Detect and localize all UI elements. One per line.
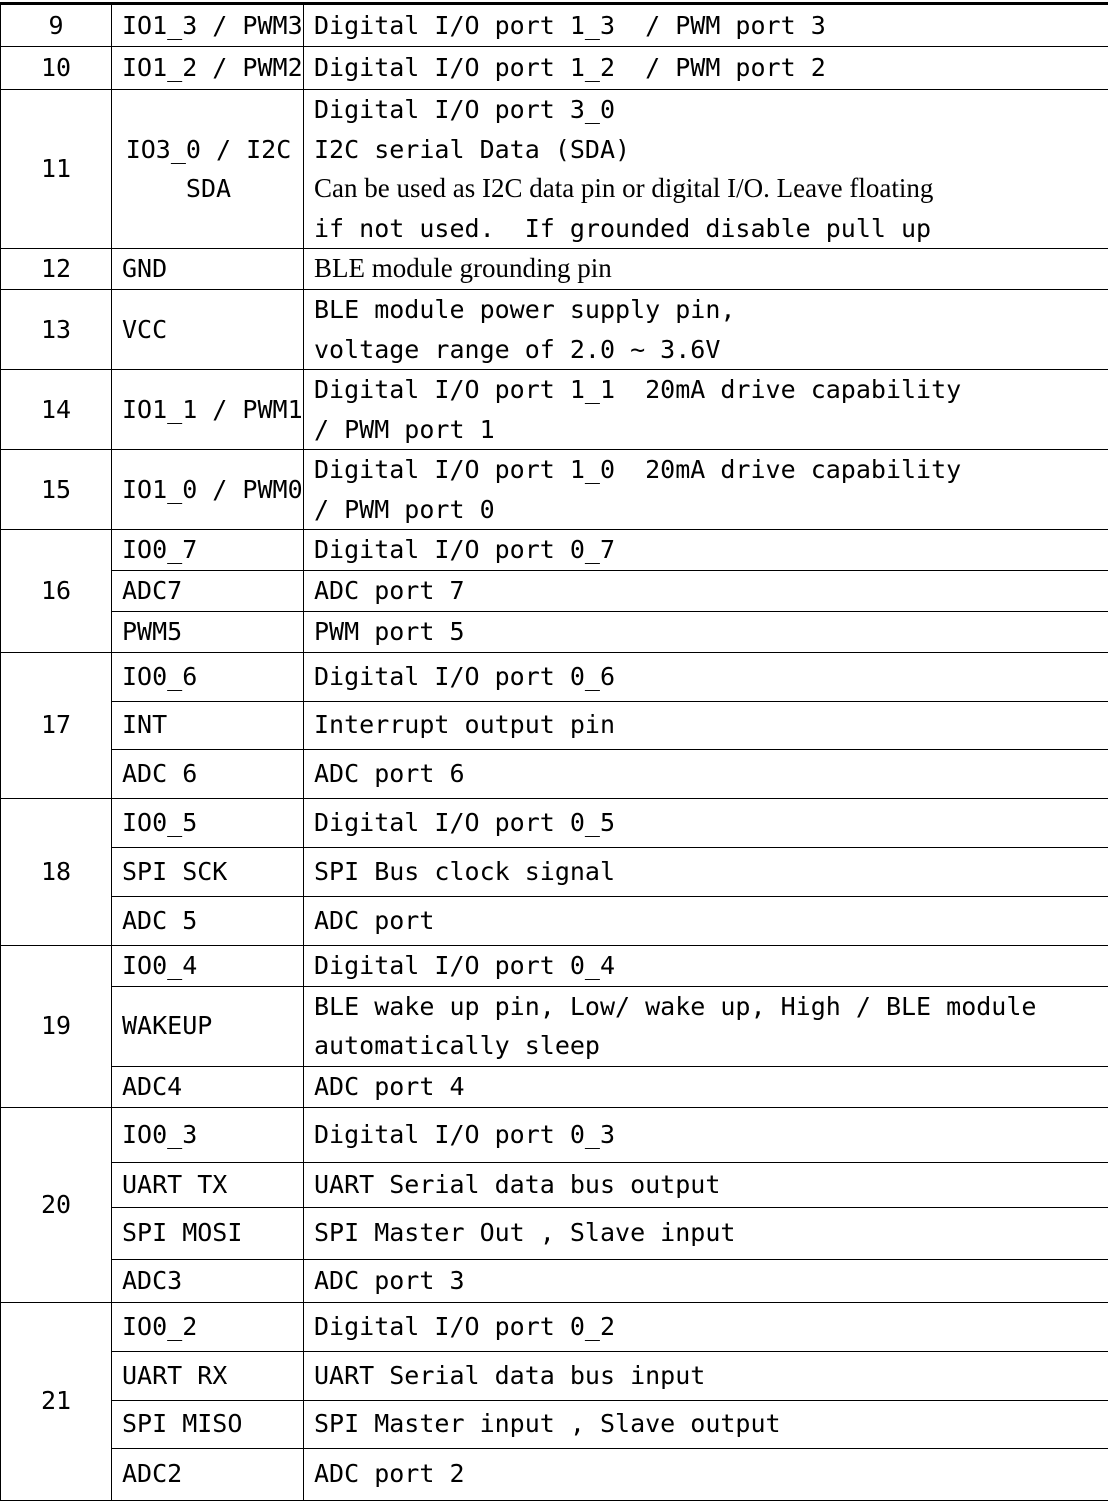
- description-line: PWM port 5: [314, 612, 1100, 652]
- pin-number-cell: 19: [1, 945, 112, 1107]
- pin-name-cell: SPI SCK: [112, 847, 304, 896]
- pin-number-cell: 18: [1, 798, 112, 945]
- pin-name-cell: IO0_4: [112, 945, 304, 986]
- description-line: BLE wake up pin, Low/ wake up, High / BLE module: [314, 987, 1100, 1027]
- pin-name-cell: ADC7: [112, 571, 304, 612]
- pin-number-cell: 16: [1, 530, 112, 653]
- pin-number-cell: 17: [1, 652, 112, 798]
- pin-description-cell: [304, 1107, 1108, 1162]
- pin-name-cell: IO0_5: [112, 798, 304, 847]
- pin-name-cell: ADC4: [112, 1066, 304, 1107]
- description-line: Digital I/O port 3_0: [314, 90, 1100, 130]
- description-line: Digital I/O port 1_0 20mA drive capability: [314, 450, 1100, 490]
- pin-name-cell: IO1_3 / PWM3: [112, 4, 304, 47]
- pin-name-cell: ADC 6: [112, 749, 304, 798]
- table-row: [1, 1400, 1108, 1448]
- table-row: [1, 90, 1108, 249]
- table-row: [1, 847, 1108, 896]
- pin-name-cell: IO0_7: [112, 530, 304, 571]
- pin-name-cell: WAKEUP: [112, 986, 304, 1066]
- table-row: [1, 896, 1108, 945]
- table-row: [1, 530, 1108, 571]
- description-line: Digital I/O port 0_2: [314, 1307, 1100, 1347]
- pin-name-cell: INT: [112, 701, 304, 749]
- table-row: [1, 1259, 1108, 1302]
- description-line: ADC port: [314, 901, 1100, 941]
- pin-name-cell: IO1_1 / PWM1: [112, 370, 304, 450]
- description-line: / PWM port 1: [314, 410, 1100, 450]
- table-row: [1, 612, 1108, 653]
- pin-description-cell: [304, 1448, 1108, 1500]
- pin-description-cell: [304, 4, 1108, 47]
- description-line: if not used. If grounded disable pull up: [314, 209, 1100, 249]
- description-line: BLE module power supply pin,: [314, 290, 1100, 330]
- table-row: [1, 749, 1108, 798]
- table-row: [1, 370, 1108, 450]
- pin-description-cell: [304, 986, 1108, 1066]
- table-row: [1, 1162, 1108, 1207]
- pin-description-cell: [304, 701, 1108, 749]
- description-line: / PWM port 0: [314, 490, 1100, 530]
- table-row: [1, 1302, 1108, 1351]
- pin-description-cell: [304, 612, 1108, 653]
- table-row: [1, 1207, 1108, 1259]
- pin-definition-table: [0, 2, 1108, 1501]
- pin-name-cell: IO0_6: [112, 652, 304, 701]
- pin-description-cell: [304, 47, 1108, 90]
- pin-description-cell: [304, 1066, 1108, 1107]
- description-line: UART Serial data bus output: [314, 1165, 1100, 1205]
- pin-number-cell: 13: [1, 290, 112, 370]
- pin-number-cell: 9: [1, 4, 112, 47]
- description-line: UART Serial data bus input: [314, 1356, 1100, 1396]
- pin-name-cell: IO1_2 / PWM2: [112, 47, 304, 90]
- pin-number-cell: 21: [1, 1302, 112, 1500]
- table-row: [1, 4, 1108, 47]
- pin-description-cell: [304, 798, 1108, 847]
- description-line: ADC port 4: [314, 1067, 1100, 1107]
- description-line: Digital I/O port 0_7: [314, 530, 1100, 570]
- table-row: [1, 945, 1108, 986]
- pin-name-cell: IO0_2: [112, 1302, 304, 1351]
- pin-description-cell: [304, 370, 1108, 450]
- pin-name-cell: IO1_0 / PWM0: [112, 450, 304, 530]
- table-row: [1, 1448, 1108, 1500]
- description-line: SPI Bus clock signal: [314, 852, 1100, 892]
- description-line: Digital I/O port 1_1 20mA drive capability: [314, 370, 1100, 410]
- pin-description-cell: [304, 1351, 1108, 1400]
- pin-description-cell: [304, 945, 1108, 986]
- description-line: BLE module grounding pin: [314, 249, 1100, 289]
- table-row: [1, 652, 1108, 701]
- description-line: Interrupt output pin: [314, 705, 1100, 745]
- table-row: [1, 290, 1108, 370]
- description-line: Digital I/O port 1_3 / PWM port 3: [314, 6, 1100, 46]
- description-line: automatically sleep: [314, 1026, 1100, 1066]
- pin-description-cell: [304, 1259, 1108, 1302]
- description-line: SPI Master input , Slave output: [314, 1404, 1100, 1444]
- pin-name-cell: IO3_0 / I2C SDA: [112, 90, 304, 249]
- pin-name-cell: ADC 5: [112, 896, 304, 945]
- pin-description-cell: [304, 652, 1108, 701]
- pin-description-cell: [304, 90, 1108, 249]
- pin-name-cell: ADC3: [112, 1259, 304, 1302]
- pin-number-cell: 20: [1, 1107, 112, 1302]
- description-line: ADC port 6: [314, 754, 1100, 794]
- pin-description-cell: [304, 847, 1108, 896]
- pin-name-cell: SPI MOSI: [112, 1207, 304, 1259]
- pin-number-cell: 12: [1, 249, 112, 290]
- pin-name-cell: ADC2: [112, 1448, 304, 1500]
- description-line: Digital I/O port 0_5: [314, 803, 1100, 843]
- table-row: [1, 450, 1108, 530]
- description-line: Can be used as I2C data pin or digital I/O. Leave floating: [314, 169, 1100, 209]
- description-line: ADC port 7: [314, 571, 1100, 611]
- pin-name-cell: UART RX: [112, 1351, 304, 1400]
- description-line: Digital I/O port 0_6: [314, 657, 1100, 697]
- description-line: voltage range of 2.0 ~ 3.6V: [314, 330, 1100, 370]
- pin-name-cell: SPI MISO: [112, 1400, 304, 1448]
- pin-name-cell: IO0_3: [112, 1107, 304, 1162]
- pin-name-cell: UART TX: [112, 1162, 304, 1207]
- pin-number-cell: 14: [1, 370, 112, 450]
- pin-description-cell: [304, 290, 1108, 370]
- pin-number-cell: 11: [1, 90, 112, 249]
- table-row: [1, 1066, 1108, 1107]
- description-line: Digital I/O port 1_2 / PWM port 2: [314, 48, 1100, 88]
- description-line: Digital I/O port 0_3: [314, 1115, 1100, 1155]
- description-line: I2C serial Data (SDA): [314, 130, 1100, 170]
- table-row: [1, 1351, 1108, 1400]
- table-row: [1, 701, 1108, 749]
- pin-description-cell: [304, 1400, 1108, 1448]
- table-body: [1, 4, 1108, 1501]
- table-row: [1, 986, 1108, 1066]
- pin-description-cell: [304, 571, 1108, 612]
- pin-description-cell: [304, 249, 1108, 290]
- pin-name-cell: PWM5: [112, 612, 304, 653]
- pin-description-cell: [304, 749, 1108, 798]
- table-row: [1, 47, 1108, 90]
- description-line: ADC port 3: [314, 1261, 1100, 1301]
- pin-description-cell: [304, 1207, 1108, 1259]
- table-row: [1, 1107, 1108, 1162]
- pin-description-cell: [304, 450, 1108, 530]
- pin-number-cell: 15: [1, 450, 112, 530]
- pin-description-cell: [304, 530, 1108, 571]
- pin-description-cell: [304, 1302, 1108, 1351]
- pin-number-cell: 10: [1, 47, 112, 90]
- pin-name-cell: VCC: [112, 290, 304, 370]
- table-row: [1, 249, 1108, 290]
- description-line: Digital I/O port 0_4: [314, 946, 1100, 986]
- table-row: [1, 798, 1108, 847]
- table-row: [1, 571, 1108, 612]
- description-line: SPI Master Out , Slave input: [314, 1213, 1100, 1253]
- description-line: ADC port 2: [314, 1454, 1100, 1494]
- pin-description-cell: [304, 1162, 1108, 1207]
- pin-description-cell: [304, 896, 1108, 945]
- pin-name-cell: GND: [112, 249, 304, 290]
